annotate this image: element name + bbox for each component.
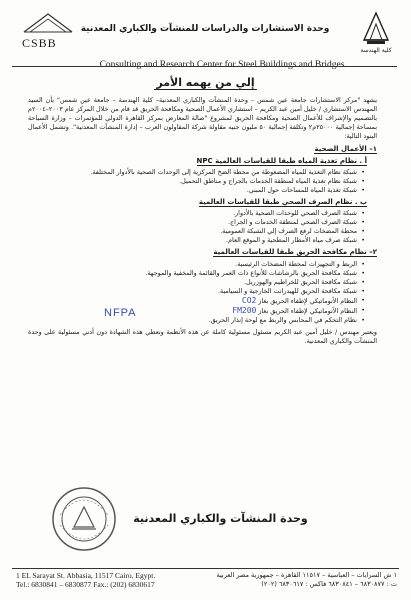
water-supply-heading: أ . نظام تغذية المياه طبقا للقياسات العالمية NPC: [196, 156, 367, 165]
footer-arabic: [216, 571, 397, 589]
footer-phone-en: Tel.: 6830841 – 6830877 Fax.: (202) 6830617: [16, 580, 155, 589]
handwritten-fm200: FM200: [232, 305, 257, 315]
section-fire-heading: ٢– نظام مكافحة الحريق طبقا للقياسات العالمية: [213, 248, 377, 257]
letter-title-text: إلي من يهمه الأمر: [156, 76, 255, 89]
list-item: • شبكة الصرف الصحي لمنطقة الخدمات و الجراج.: [28, 218, 357, 227]
list-item: • شبكة مكافحة الحريق للهيدرانت الخارجية و السيامية.: [28, 287, 357, 296]
header-divider: [12, 66, 397, 67]
list-item: • شبكة نظام تغذية المياه لمنطقة الخدمات بالجراج و مناطق التحميل.: [28, 177, 357, 186]
list-item: • الربط و التجهيزات لمحطة المضخات الرئيسية.: [28, 260, 357, 269]
list-item: • شبكة صرف مياه الأمطار المطحية و الموقع العام.: [28, 236, 357, 245]
intro-paragraph: يشهد "مركز الاستشارات جامعة عين شمس – وحدة المنشآت والكباري المعدنية– كلية الهندسة – جامعة عين شمس" بأن السيد المهندس الاستشاري / خليل أمين عبد الكريم – استشاري الأعمال الصحية ومكافحة الحريق قد قام من خلال المركز عام ٢٠٠٣–٢٠٠٤م بالتصميم والإشراف للأعمال الصحية ومكافحة الحريق لمشروع "صالة المعارض بمركز القاهرة الدولي للمؤتمرات – وزارة السياحة بمساحة إجمالية ٢٥٠٠٠م٢ وتكلفة إجمالية ٥٠ مليون جنيه مقاولة شركة المقاولون العرب – إدارة المنشآت المعدنية". وتشمل الأعمال البنود التالية:: [28, 96, 377, 141]
drainage-list: [28, 209, 377, 245]
letter-title: [0, 76, 411, 89]
drainage-heading: ب . نظام الصرف الصحي طبقا للقياسات العالمية: [198, 197, 367, 206]
unit-name-arabic: وحدة الاستشارات والدراسات للمنشآت والكباري المعدنية: [80, 24, 330, 34]
footer-address-ar: ١ ش السرايات – العباسية – ١١٥١٧ القاهرة – جمهورية مصر العربية: [216, 571, 397, 579]
footer-english: [16, 571, 155, 589]
letterhead: [14, 10, 398, 70]
closing-paragraph: ويعتبر مهندس / خليل أمين عبد الكريم مسئول مسئولية كاملة عن هذه الأنظمة وتعطي هذه الشهادة دون أدني مسئولية على وحدة المنشآت والكباري المعدنية.: [28, 328, 377, 346]
list-item: • شبكة مكافحة الحريق للخراطيم والهوزريل.: [28, 278, 357, 287]
signature-unit-name: وحدة المنشآت والكباري المعدنية: [133, 512, 308, 525]
fire-fighting-list: [28, 260, 377, 326]
faculty-name: كلية الهندسة: [360, 47, 392, 54]
footer-phone-ar: ت : ٦٨٣٠٨٧٧ – ٦٨٣٠٨٤١ فاكس : ٦٨٣٠٦١٧ (٢٠٢): [261, 580, 397, 588]
letter-body: [28, 96, 377, 353]
list-item: • نظام التحكم في المحابس والربط مع لوحة إنذار الحريق.: [28, 316, 357, 325]
list-item: • محطة المضخات لرفع الصرف إلي الشبكة العمومية.: [28, 227, 357, 236]
list-item: • شبكة مكافحة الحريق بالرشاشات للأنواع ذات الغمر والقائمة والمخفية والموجهة.: [28, 269, 357, 278]
handwritten-nfpa: NFPA: [104, 307, 137, 319]
footer-divider: [12, 568, 399, 569]
handwritten-co2: CO2: [241, 295, 257, 305]
section-sanitary-heading: ١– الأعمال الصحية: [314, 145, 377, 154]
csbb-logo: [22, 10, 74, 58]
list-item: • شبكة نظام التغذية للمياه المضغوطة من محطة الضخ المركزية إلى الوحدات الصحية بالأدوار المختلفة.: [28, 168, 357, 177]
footer-address-en: 1 EL Sarayat St. Abbasia, 11517 Cairo, Egypt.: [16, 571, 156, 580]
faculty-logo: [354, 10, 398, 62]
list-item: • النظام الأتوماتيكي لإطفاء الحريق بغازFM200: [28, 306, 357, 316]
list-item: • النظام الأتوماتيكي لإطفاء الحريق بغازCO2: [28, 296, 357, 306]
center-name-english: Consulting and Research Center for Steel Buildings and Bridges: [99, 60, 345, 70]
center-code: CSBB: [22, 36, 57, 50]
water-supply-list: [28, 168, 377, 195]
list-item: • شبكة الصرف الصحي للوحدات الصحية بالأدوار.: [28, 209, 357, 218]
list-item: • شبكة تغذية المياه للمساحات حول المبني.: [28, 186, 357, 195]
